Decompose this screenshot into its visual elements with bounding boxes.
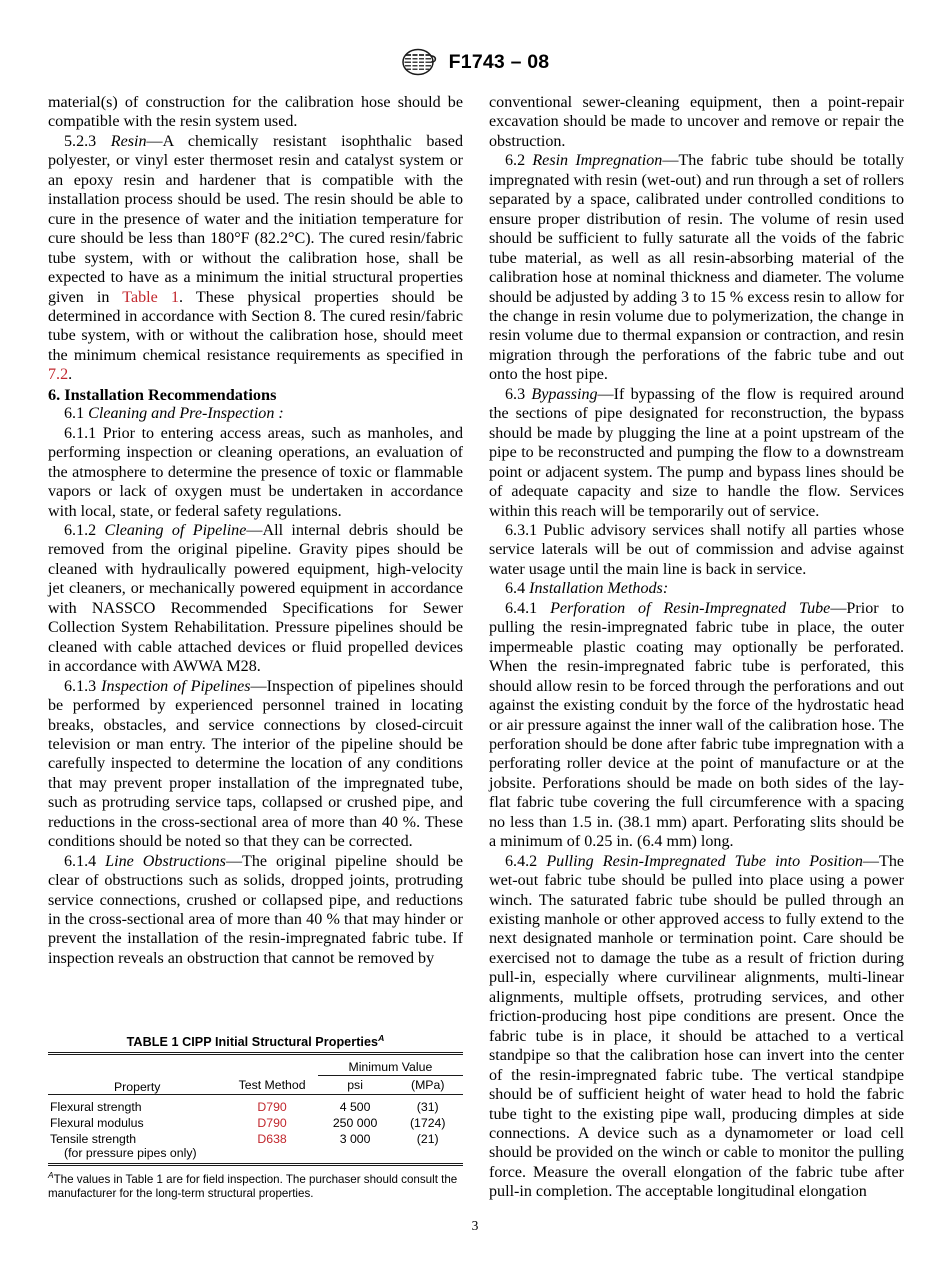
- paragraph-continued-left: material(s) of construction for the calibration hose should be compatible with the resin system used.: [48, 94, 463, 131]
- table-1-caption: [48, 1033, 463, 1049]
- paragraph-6-4-2: [489, 852, 904, 1202]
- clause-title-cleaning-of-pipeline: Cleaning of Pipeline: [104, 521, 247, 539]
- paragraph-6-1-3: [48, 677, 463, 852]
- paragraph-6-2: [489, 151, 904, 384]
- clause-body-6-4-2: —The wet-out fabric tube should be pulled into place using a power winch. The saturated fabric tube should be pulled through an existing manhole or other approved access to fully extend to the next designated manhole or termination point. Care should be exercised not to damage the tube as a result of friction during pull-in, especially where curvilinear alignments, multi-linear alignments, multiple offsets, protruding services, and other friction-producing host pipe conditions are present. Once the fabric tube is in place, it should be attached to a vertical standpipe so that the calibration hose can invert into the center of the resin-impregnated fabric tube. The vertical standpipe should be of sufficient height of water head to hold the fabric tube tight to the existing pipe wall, producing dimples at side connections. A device such as a dynamometer or load cell should be provided on the winch or cable to monitor the pulling force. Measure the overall elongation of the fabric tube after pull-in completion. The acceptable longitudinal elongation: [489, 852, 905, 1201]
- table-row-subnote: [48, 1146, 463, 1162]
- cell-empty-psi: [318, 1146, 393, 1162]
- cell-test-method[interactable]: D790: [257, 1116, 287, 1131]
- two-column-body: [48, 93, 904, 1213]
- paragraph-6-4: [489, 579, 904, 598]
- table-1: [48, 1052, 463, 1162]
- clause-number-6-1-4: 6.1.4: [64, 852, 97, 870]
- cell-mpa: (21): [416, 1132, 439, 1147]
- clause-body-5-2-3-b: . These physical properties should be determined in accordance with Section 8. The cured resin/fabric tube system, with or without the calibration hose, should meet the minimum chemical resistance requirements as specified in: [48, 288, 463, 364]
- clause-number-6-4-2: 6.4.2: [505, 852, 538, 870]
- clause-title-perforation-of-resin-impregnated-tube: Perforation of Resin-Impregnated Tube: [550, 599, 831, 617]
- table-header-psi: psi: [347, 1078, 363, 1093]
- paragraph-6-3-1: 6.3.1 Public advisory services shall notify all parties whose service laterals will be out of commission and advise against water usage until the main line is back in service.: [489, 521, 904, 578]
- table-row: [48, 1114, 463, 1130]
- astm-logo-icon: [401, 48, 439, 76]
- clause-title-installation-methods: Installation Methods:: [529, 580, 669, 598]
- cell-property: Flexural strength: [48, 1095, 226, 1115]
- table-bottom-rule: [48, 1163, 463, 1166]
- clause-number-6-4: 6.4: [505, 580, 526, 598]
- clause-number-6-1-2: 6.1.2: [64, 521, 97, 539]
- paragraph-6-1: [48, 404, 463, 423]
- standard-designation: F1743 – 08: [448, 50, 550, 73]
- cell-psi: 4 500: [318, 1095, 393, 1115]
- cell-mpa: (1724): [409, 1116, 446, 1131]
- clause-body-6-1-2: —All internal debris should be removed from the original pipeline. Gravity pipes should be cleaned with hydraulically powered equipment, high-velocity jet cleaners, or mechanically powered equipment in accordance with NASSCO Recommended Specifications for Sewer Collection System Rehabilitation. Pressure pipelines should be cleaned with cable attached devices or fluid propelled devices in accordance with AWWA M28.: [48, 521, 463, 676]
- clause-title-cleaning-pre-inspection: Cleaning and Pre-Inspection :: [88, 405, 284, 423]
- clause-title-bypassing: Bypassing: [531, 385, 598, 403]
- table-1-caption-text: TABLE 1 CIPP Initial Structural Properties: [126, 1035, 379, 1050]
- cell-property: Flexural modulus: [50, 1116, 144, 1131]
- clause-body-6-1-3: —Inspection of pipelines should be performed by experienced personnel trained in locating breaks, obstacles, and service connections by closed-circuit television or man entry. The interior of the pipeline should be carefully inspected to determine the location of any conditions that may prevent proper installation of the impregnated tube, such as protruding service taps, collapsed or crushed pipe, and reductions in the cross-sectional area of more than 40 %. These conditions should be noted so that they can be corrected.: [48, 677, 463, 851]
- paragraph-continued-right: conventional sewer-cleaning equipment, then a point-repair excavation should be made to uncover and remove or repair the obstruction.: [489, 94, 904, 150]
- cell-psi: 3 000: [339, 1132, 371, 1147]
- cell-test-method[interactable]: D790: [226, 1095, 317, 1115]
- clause-number-6-1-3: 6.1.3: [64, 677, 97, 695]
- paragraph-6-3: [489, 385, 904, 521]
- clause-body-5-2-3-a: —A chemically resistant isophthalic based polyester, or vinyl ester thermoset resin and catalyst system or an epoxy resin and hardener that is compatible with the installation process should be used. The resin should be able to cure in the presence of water and the initiation temperature for cure should be less than 180°F (82.2°C). The cured resin/fabric tube system, with or without the calibration hose, shall be expected to have as a minimum the initial structural properties given in: [48, 132, 463, 306]
- right-column: [489, 93, 904, 1202]
- clause-body-5-2-3-c: .: [68, 366, 73, 384]
- table-row: [48, 1095, 463, 1115]
- footnote-text: The values in Table 1 are for field inspection. The purchaser should consult the manufacturer for the long-term structural properties.: [48, 1173, 458, 1200]
- table-header-row-span: [48, 1054, 463, 1076]
- cell-empty-mpa: [392, 1146, 463, 1162]
- cell-psi: 250 000: [332, 1116, 378, 1131]
- clause-body-6-1-4: —The original pipeline should be clear of obstructions such as solids, dropped joints, protruding service connections, crushed or collapsed pipe, and reductions in the cross-sectional area of more than 40 % that may hinder or prevent the installation of the resin-impregnated fabric tube. If inspection reveals an obstruction that cannot be removed by: [48, 852, 463, 967]
- paragraph-5-2-3: [48, 132, 463, 385]
- table-1-footnote: [48, 1169, 463, 1200]
- clause-number-6-4-1: 6.4.1: [505, 599, 538, 617]
- page-number: 3: [471, 1218, 479, 1233]
- clause-number-6-1: 6.1: [64, 405, 85, 423]
- paragraph-6-1-4: [48, 852, 463, 969]
- paragraph-6-4-1: [489, 599, 904, 852]
- heading-section-6: 6. Installation Recommendations: [48, 384, 277, 404]
- clause-body-6-3: —If bypassing of the flow is required around the sections of pipe designated for reconstruction, the bypass should be made by plugging the line at a point upstream of the pipe to be reconstructed and pumping the flow to a downstream point or adjacent system. The pump and bypass lines should be of adequate capacity and size to handle the flow. Services within this reach will be temporarily out of service.: [489, 385, 904, 520]
- clause-title-resin-impregnation: Resin Impregnation: [532, 152, 663, 170]
- clause-number-6-2: 6.2: [505, 152, 526, 170]
- paragraph-6-1-1: 6.1.1 Prior to entering access areas, such as manholes, and performing inspection or cleaning operations, an evaluation of the atmosphere to determine the presence of toxic or flammable vapors or lack of oxygen must be undertaken in accordance with local, state, or federal safety regulations.: [48, 424, 463, 520]
- table-header-test-method: Test Method: [238, 1078, 306, 1093]
- table-header-minimum-value: Minimum Value: [318, 1054, 463, 1076]
- link-section-7-2[interactable]: 7.2: [48, 366, 69, 384]
- table-1-container: [48, 1033, 463, 1200]
- cell-property-subnote: (for pressure pipes only): [64, 1146, 197, 1161]
- clause-title-line-obstructions: Line Obstructions: [105, 852, 226, 870]
- cell-mpa: (31): [392, 1095, 463, 1115]
- clause-body-6-2: —The fabric tube should be totally impregnated with resin (wet-out) and run through a set of rollers separated by a space, calibrated under controlled conditions to ensure proper distribution of resin. The volume of resin used should be sufficient to fully saturate all the voids of the fabric tube material, as well as all resin-absorbing material of the calibration hose at nominal thickness and diameter. The volume should be adjusted by adding 3 to 15 % excess resin to allow for the change in resin volume due to polymerization, the change in resin volume due to thermal expansion or contraction, and resin migration through the perforations of the fabric tube and out onto the host pipe.: [489, 152, 905, 384]
- clause-number-5-2-3: 5.2.3: [64, 132, 97, 150]
- table-header-mpa: (MPa): [410, 1078, 445, 1093]
- clause-body-6-4-1: —Prior to pulling the resin-impregnated fabric tube in place, the outer impermeable plastic coating may optionally be perforated. When the resin-impregnated fabric tube is perforated, this should allow resin to be forced through the perforations and out against the existing conduit by the force of the hydrostatic head or air pressure against the inner wall of the calibration hose. The perforation should be done after fabric tube impregnation with a perforating roller device at the point of manufacture or at the jobsite. Perforations should be made on both sides of the lay-flat fabric tube covering the full circumference with a spacing no less than 1.5 in. (38.1 mm) apart. Perforating slits should be a minimum of 0.25 in. (6.4 mm) long.: [489, 599, 904, 851]
- link-table-1[interactable]: Table 1: [122, 288, 179, 306]
- clause-title-inspection-of-pipelines: Inspection of Pipelines: [101, 677, 251, 695]
- clause-number-6-3: 6.3: [505, 385, 526, 403]
- paragraph-6-1-2: [48, 521, 463, 677]
- cell-empty-method: [226, 1146, 317, 1162]
- cell-property: Tensile strength: [50, 1132, 137, 1147]
- clause-title-pulling-resin-impregnated-tube-into-position: Pulling Resin-Impregnated Tube into Position: [546, 852, 863, 870]
- cell-test-method[interactable]: D638: [257, 1132, 287, 1147]
- table-1-caption-footnote-mark: A: [378, 1033, 385, 1043]
- left-column: [48, 93, 463, 1200]
- page-header: [0, 44, 950, 80]
- table-header-property: Property: [113, 1080, 161, 1095]
- clause-title-resin: Resin: [110, 132, 147, 150]
- footnote-mark: A: [48, 1170, 54, 1181]
- table-row: [48, 1130, 463, 1146]
